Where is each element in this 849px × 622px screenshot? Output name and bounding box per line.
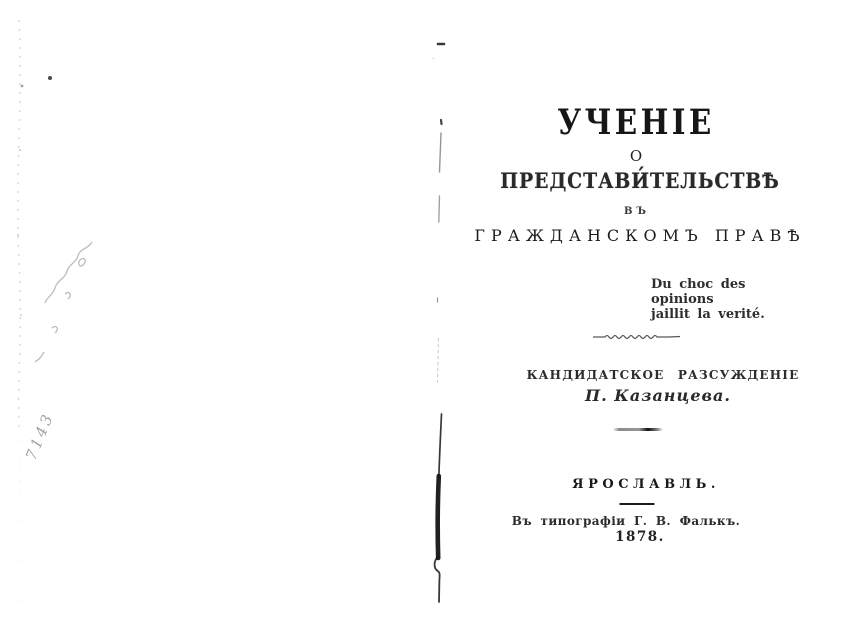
book-title: УЧЕНІЕ — [557, 102, 715, 143]
tapered-rule-divider — [613, 428, 663, 431]
epigraph — [651, 277, 801, 322]
epigraph-line-2: jaillit la verité. — [651, 307, 765, 322]
book-subject: ПРЕДСТАВИ́ТЕЛЬСТВѢ — [500, 168, 780, 193]
epigraph-line-1: Du choc des opinions — [651, 277, 746, 307]
printer-imprint: Въ типографіи Г. В. Фалькъ. — [511, 514, 741, 528]
book-subject-field: ГРАЖДАНСКОМЪ ПРАВѢ — [474, 226, 806, 245]
handwritten-shelfmark: 7143 — [22, 409, 58, 463]
publication-year: 1878. — [615, 529, 665, 545]
author-name: П. Казанцева. — [585, 386, 731, 405]
title-connector-o: О — [629, 147, 643, 165]
short-rule-divider — [620, 503, 655, 505]
publication-city: ЯРОСЛАВЛЬ. — [572, 477, 720, 492]
squiggle-divider — [591, 331, 683, 343]
thesis-type: КАНДИДАТСКОЕ РАЗСУЖДЕНІЕ — [526, 368, 800, 382]
title-connector-v: ВЪ — [623, 206, 651, 217]
